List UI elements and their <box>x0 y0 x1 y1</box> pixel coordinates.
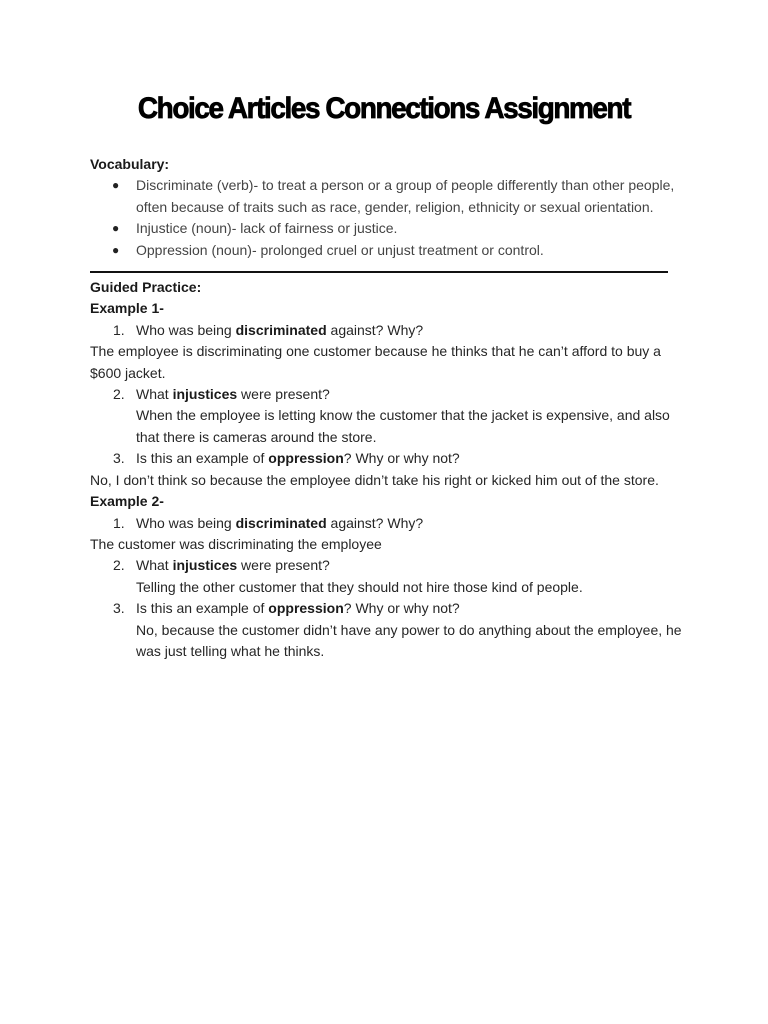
question-number: 1. <box>113 514 125 531</box>
question-number: 3. <box>113 450 125 467</box>
example-1-answer-3: No, I don’t think so because the employee didn’t take his right or kicked him out of the store. <box>90 471 659 488</box>
vocabulary-item <box>90 240 690 261</box>
vocabulary-item-text: Oppression (noun)- prolonged cruel or unjust treatment or control. <box>136 241 544 258</box>
example-1-answer-1: The employee is discriminating one customer because he thinks that he can’t afford to buy a $600 jacket. <box>90 343 661 381</box>
vocabulary-item <box>90 175 690 218</box>
question-number: 1. <box>113 321 125 338</box>
question-text: Who was being <box>136 321 236 338</box>
question-text: ? Why or why not? <box>343 450 460 467</box>
vocabulary-item-text: Discriminate (verb)- to treat a person or a group of people differently than other people, often because of traits such as race, gender, religion, ethnicity or sexual orientation. <box>136 177 675 215</box>
page-title: Choice Articles Connections Assignment <box>137 92 631 125</box>
question-keyword: injustices <box>172 557 238 574</box>
example-2-answer-3: No, because the customer didn’t have any power to do anything about the employee, he was just telling what he thinks. <box>136 621 682 659</box>
example-2-answer-1: The customer was discriminating the employee <box>90 535 382 552</box>
question-text: Is this an example of <box>136 600 269 617</box>
example-2-question-2 <box>90 555 690 576</box>
question-text: against? Why? <box>326 514 424 531</box>
example-2-question-1 <box>90 513 690 534</box>
vocabulary-item <box>90 218 690 239</box>
question-text: What <box>136 386 173 403</box>
question-text: were present? <box>237 557 330 574</box>
example-1-answer-2: When the employee is letting know the customer that the jacket is expensive, and also that there is cameras around the store. <box>136 407 670 445</box>
example-1-question-1 <box>90 320 690 341</box>
question-keyword: discriminated <box>235 321 327 338</box>
example-2-answer-2: Telling the other customer that they should not hire those kind of people. <box>136 578 583 595</box>
question-keyword: injustices <box>172 386 238 403</box>
section-divider <box>90 271 668 273</box>
question-text: ? Why or why not? <box>343 600 460 617</box>
vocabulary-item-text: Injustice (noun)- lack of fairness or justice. <box>136 220 398 237</box>
question-text: What <box>136 557 173 574</box>
example-1-question-3 <box>90 448 690 469</box>
guided-practice-label: Guided Practice: <box>90 279 202 296</box>
question-keyword: discriminated <box>235 514 327 531</box>
question-number: 2. <box>113 386 125 403</box>
question-keyword: oppression <box>268 600 344 617</box>
question-text: Is this an example of <box>136 450 269 467</box>
bullet-icon: ● <box>112 242 120 257</box>
example-1-label: Example 1- <box>90 300 164 317</box>
example-1-question-2 <box>90 384 690 405</box>
bullet-icon: ● <box>112 221 120 236</box>
question-number: 3. <box>113 600 125 617</box>
vocabulary-label: Vocabulary: <box>90 156 170 172</box>
question-text: were present? <box>237 386 330 403</box>
question-number: 2. <box>113 557 125 574</box>
bullet-icon: ● <box>112 178 120 193</box>
example-2-label: Example 2- <box>90 493 164 510</box>
question-keyword: oppression <box>268 450 344 467</box>
example-2-question-3 <box>90 598 690 619</box>
vocabulary-list <box>90 175 690 261</box>
question-text: Who was being <box>136 514 236 531</box>
question-text: against? Why? <box>326 321 424 338</box>
document-body <box>90 154 690 662</box>
